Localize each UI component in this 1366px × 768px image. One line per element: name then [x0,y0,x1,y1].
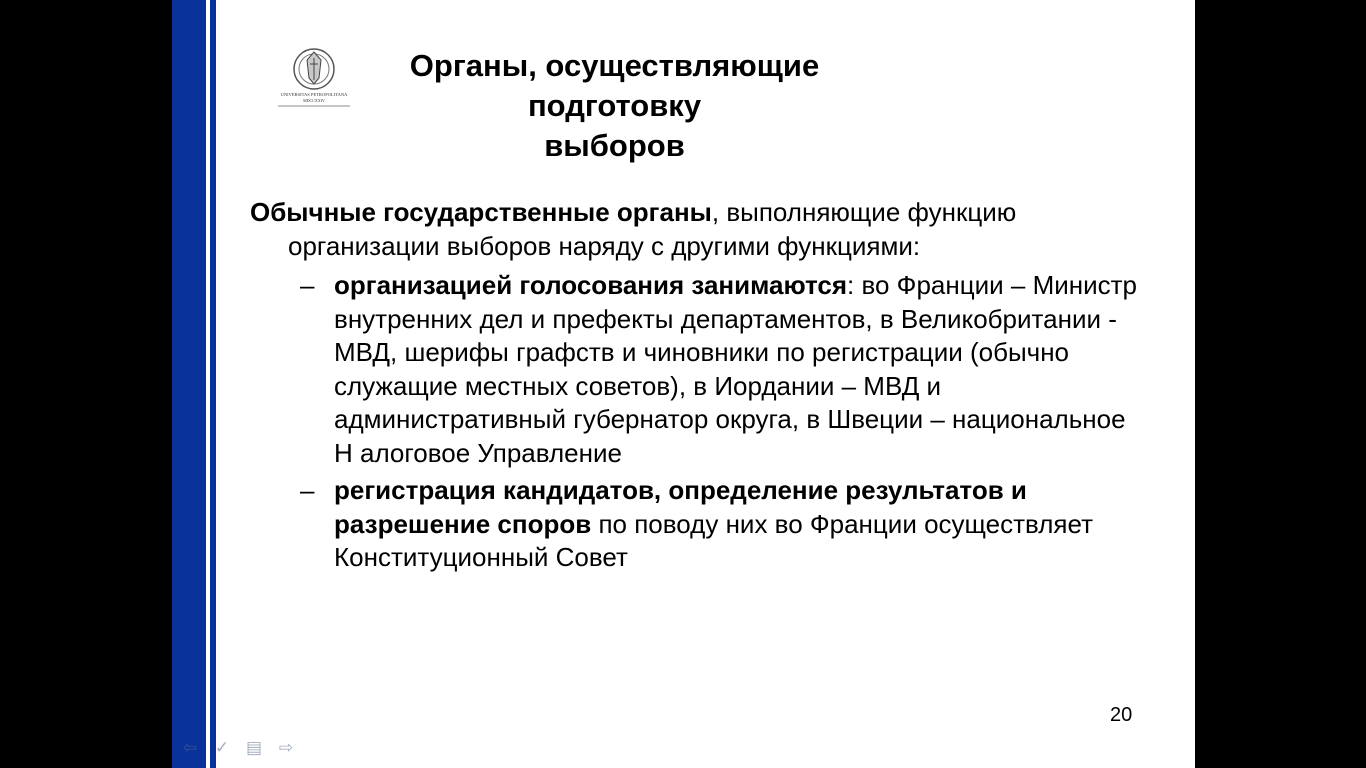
page-number: 20 [1110,704,1133,726]
bullet-1-bold: организацией голосования занимаются [334,270,848,300]
title-line-1: Органы, осуществляющие подготовку [409,48,820,123]
slide-title [372,46,857,166]
left-blue-line [210,0,216,768]
title-line-2: выборов [544,128,685,163]
menu-icon[interactable]: ▤ [245,738,263,757]
svg-text:MDCCXXIV: MDCCXXIV [303,98,325,103]
bullet-1-marker: – [300,270,315,300]
bullet-2-bold: регистрация кандидатов, определение результатов и разрешение споров [334,475,1027,539]
arrow-right-icon[interactable]: ⇨ [278,738,294,757]
intro-rest: , выполняющие функцию организации выборов наряду с другими функциями: [288,197,1017,261]
pen-icon[interactable]: ✓ [214,738,230,757]
bullet-1 [250,269,1138,470]
slide-body [250,196,1150,579]
slide [172,0,1195,768]
bullet-2-rest: по поводу них во Франции осуществляет Конституционный Совет [334,508,1093,572]
arrow-left-icon[interactable]: ⇦ [182,738,198,757]
slide-navigation [180,738,296,758]
intro-paragraph [250,196,1058,263]
logo-text: UNIVERSITAS PETROPOLITANA [280,92,348,97]
university-logo [274,42,354,112]
left-blue-band [172,0,206,768]
bullet-2 [250,474,1138,575]
bullet-1-rest: : во Франции – Министр внутренних дел и префекты департаментов, в Великобритании - МВД, шерифы графств и чиновники по регистрации (обычно служащие местных советов), в Иордании – МВД и административный губернатор округа, в Швеции – национальное Н алоговое Управление [334,270,1138,468]
bullet-2-marker: – [300,475,315,505]
intro-bold: Обычные государственные органы [250,197,712,227]
